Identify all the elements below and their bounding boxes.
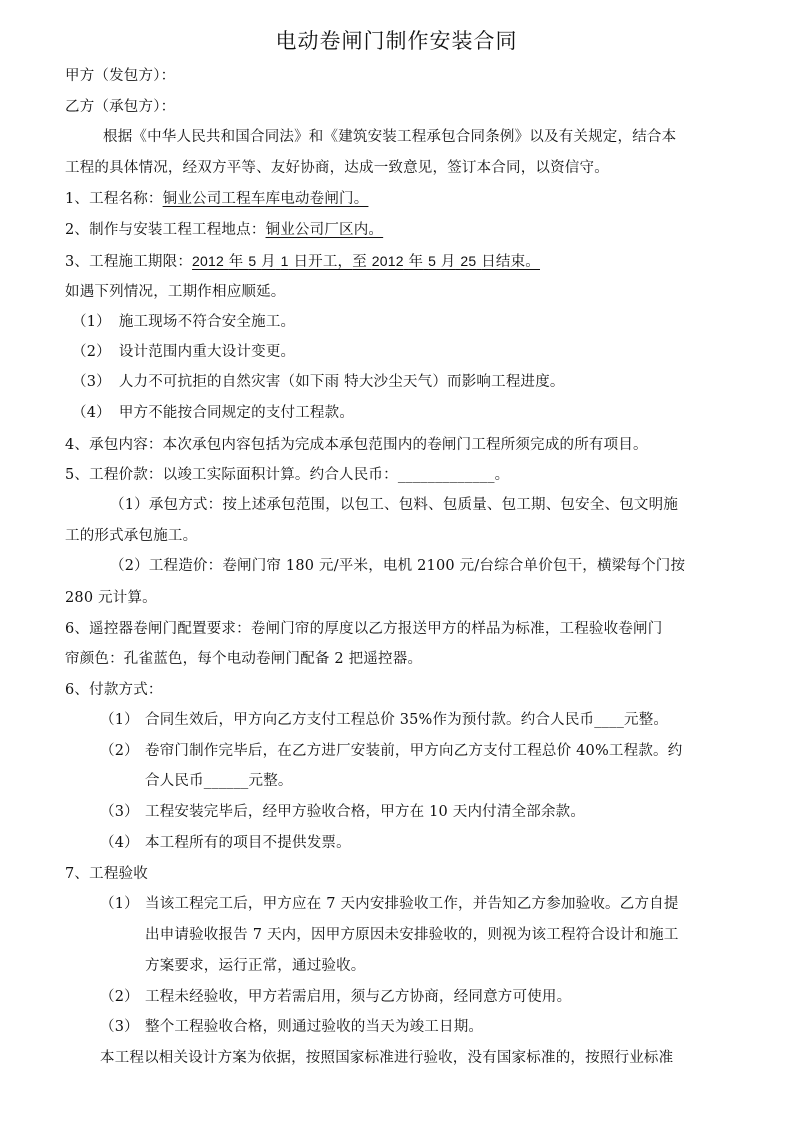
payment-num: （2） [100, 743, 139, 759]
acceptance-text: 出申请验收报告 7 天内，因甲方原因未安排验收的，则视为该工程符合设计和施工 [145, 927, 679, 943]
project-name-label: 1、工程名称： [65, 191, 163, 207]
start-month: 5 [248, 253, 257, 269]
payment-text: 合人民币______元整。 [145, 773, 293, 789]
delay-num: （4） [72, 405, 111, 421]
intro-line-2: 工程的具体情况，经双方平等、友好协商，达成一致意见，签订本合同，以资信守。 [65, 160, 609, 176]
item-price: 5、工程价款：以竣工实际面积计算。约合人民币：_____________。 [65, 467, 510, 483]
year-unit: 年 [408, 254, 424, 270]
item-project-name [65, 189, 368, 209]
delay-text: 施工现场不符合安全施工。 [118, 314, 296, 330]
year-unit: 年 [228, 254, 244, 270]
payment-heading: 6、付款方式： [65, 682, 163, 698]
delay-intro: 如遇下列情况，工期作相应顺延。 [65, 284, 286, 300]
acceptance-text: 方案要求，运行正常，通过验收。 [145, 958, 366, 974]
start-day: 1 [280, 253, 289, 269]
payment-num: （3） [100, 804, 139, 820]
acceptance-text: 整个工程验收合格，则通过验收的当天为竣工日期。 [145, 1019, 484, 1035]
cost-line-2: 280 元计算。 [65, 590, 157, 606]
delay-num: （2） [72, 344, 111, 360]
payment-text: 卷帘门制作完毕后，在乙方进厂安装前，甲方向乙方支付工程总价 40%工程款。约 [145, 743, 683, 759]
payment-num: （1） [100, 712, 139, 728]
party-a-line: 甲方（发包方）： [65, 68, 176, 84]
contract-method-line-2: 工的形式承包施工。 [65, 528, 198, 544]
delay-item [72, 312, 295, 332]
project-location-label: 2、制作与安装工程工程地点： [65, 222, 266, 238]
start-text: 日开工， [293, 254, 353, 270]
end-month: 5 [428, 253, 437, 269]
delay-num: （3） [72, 374, 111, 390]
delay-text: 人力不可抗拒的自然灾害（如下雨 特大沙尘天气）而影响工程进度。 [118, 374, 565, 390]
party-b-line: 乙方（承包方）： [65, 99, 176, 115]
acceptance-text: 工程未经验收，甲方若需启用，须与乙方协商，经同意方可使用。 [145, 989, 572, 1005]
payment-text: 本工程所有的项目不提供发票。 [145, 835, 351, 851]
payment-text: 合同生效后，甲方向乙方支付工程总价 35%作为预付款。约合人民币____元整。 [145, 712, 669, 728]
acceptance-num: （3） [100, 1019, 139, 1035]
closing-paragraph: 本工程以相关设计方案为依据，按照国家标准进行验收，没有国家标准的，按照行业标准 [100, 1050, 674, 1066]
end-day: 25 [460, 253, 477, 269]
acceptance-heading: 7、工程验收 [65, 866, 148, 882]
acceptance-text: 当该工程完工后，甲方应在 7 天内安排验收工作，并告知乙方参加验收。乙方自提 [145, 896, 679, 912]
month-unit: 月 [261, 254, 276, 270]
delay-item [72, 372, 565, 392]
intro-line-1: 根据《中华人民共和国合同法》和《建筑安装工程承包合同条例》以及有关规定，结合本 [103, 129, 677, 145]
end-year: 2012 [371, 253, 404, 269]
item-scope: 4、承包内容：本次承包内容包括为完成本承包范围内的卷闸门工程所须完成的所有项目。 [65, 437, 648, 453]
delay-item [72, 403, 354, 423]
delay-num: （1） [72, 314, 111, 330]
project-name-value: 铜业公司工程车库电动卷闸门。 [162, 191, 369, 207]
contract-method-line-1: （1）承包方式：按上述承包范围，以包工、包料、包质量、包工期、包安全、包文明施 [110, 497, 679, 513]
remote-config-line-1: 6、遥控器卷闸门配置要求：卷闸门帘的厚度以乙方报送甲方的样品为标准，工程验收卷闸门 [65, 621, 663, 637]
project-location-value: 铜业公司厂区内。 [265, 222, 384, 238]
period-dates [192, 254, 540, 270]
cost-line-1: （2）工程造价：卷闸门帘 180 元/平米，电机 2100 元/台综合单价包干，横梁每个门按 [110, 558, 686, 574]
acceptance-num: （1） [100, 896, 139, 912]
item-project-location [65, 220, 383, 240]
delay-text: 设计范围内重大设计变更。 [118, 344, 296, 360]
payment-text: 工程安装完毕后，经甲方验收合格，甲方在 10 天内付清全部余款。 [145, 804, 586, 820]
to-text: 至 [352, 254, 367, 270]
month-unit: 月 [440, 254, 456, 270]
item-construction-period [65, 251, 540, 272]
delay-item [72, 342, 295, 362]
document-title: 电动卷闸门制作安装合同 [275, 29, 518, 53]
delay-text: 甲方不能按合同规定的支付工程款。 [118, 405, 355, 421]
acceptance-num: （2） [100, 989, 139, 1005]
end-text: 日结束。 [481, 254, 540, 270]
remote-config-line-2: 帘颜色：孔雀蓝色，每个电动卷闸门配备 2 把遥控器。 [65, 651, 423, 667]
start-year: 2012 [192, 253, 224, 269]
period-label: 3、工程施工期限： [65, 254, 193, 270]
payment-num: （4） [100, 835, 139, 851]
